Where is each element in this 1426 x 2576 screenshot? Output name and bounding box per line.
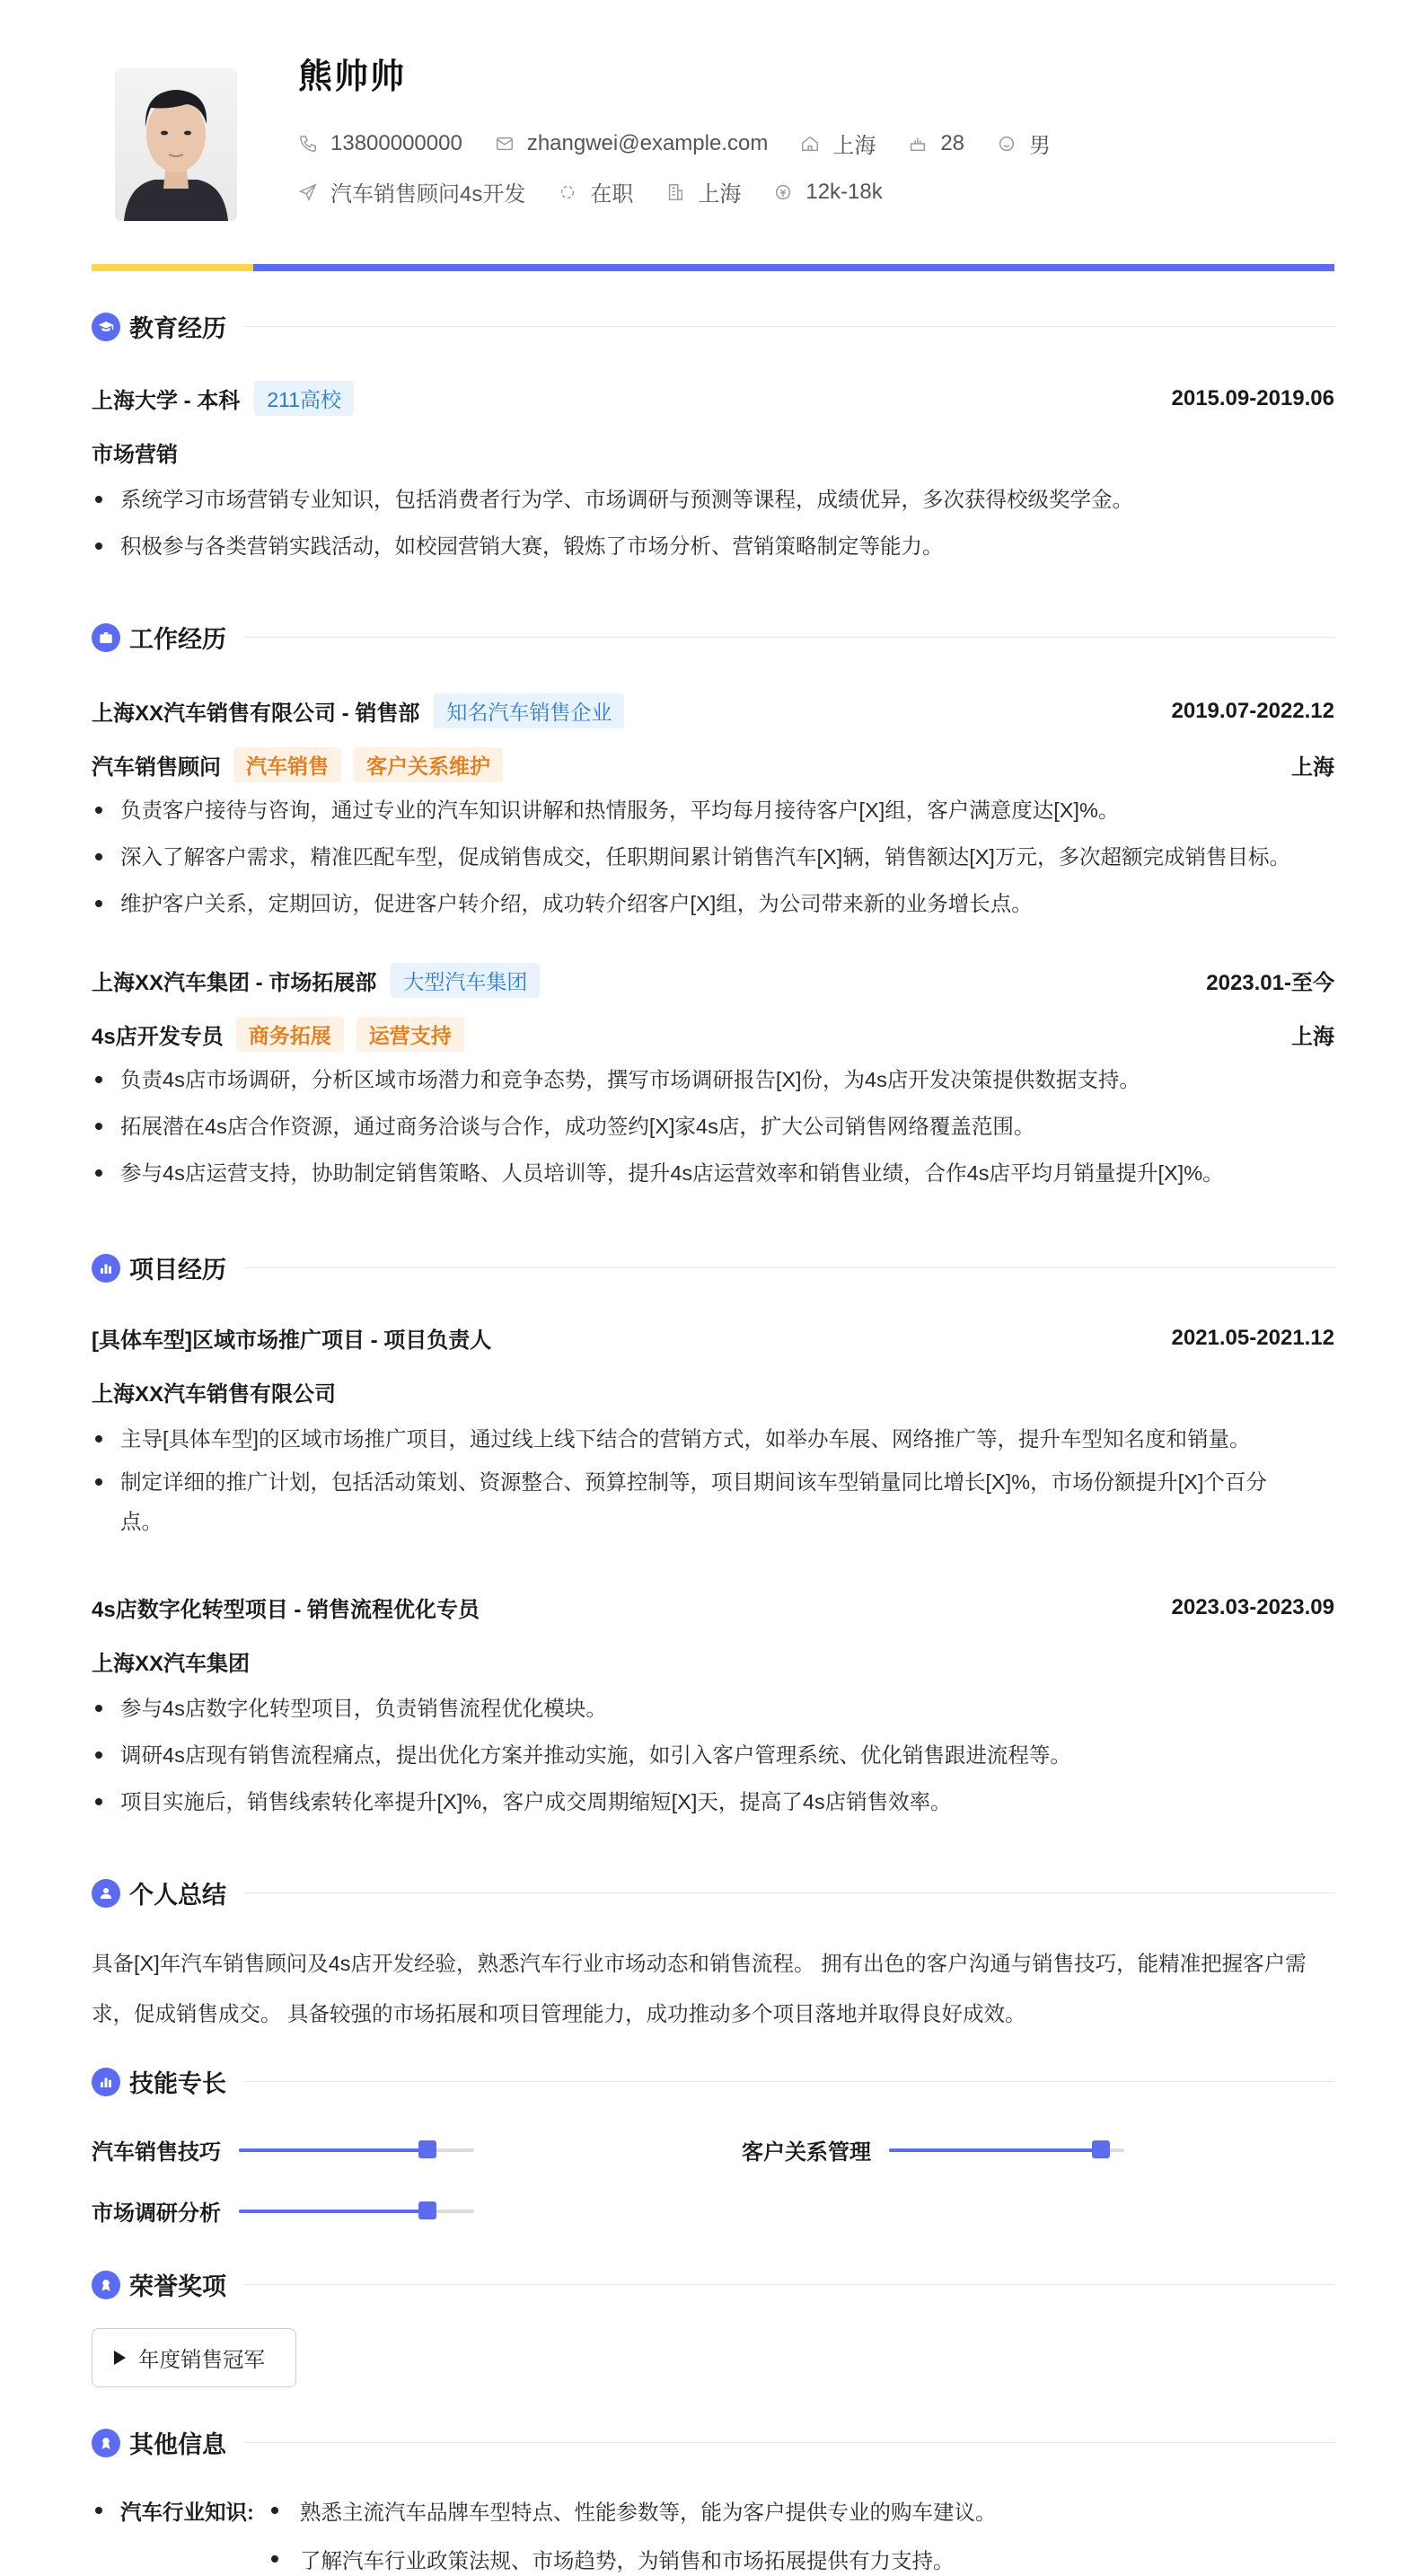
skill-knob <box>1092 2140 1110 2158</box>
candidate-name: 熊帅帅 <box>298 58 407 96</box>
skills-section-title <box>92 2064 1334 2099</box>
list-item: 项目实施后，销售线索转化率提升[X]%，客户成交周期缩短[X]天，提高了4s店销售效率。 <box>92 1778 1334 1825</box>
salary-value: 12k-18k <box>805 179 883 204</box>
skill-tag: 客户关系维护 <box>354 747 503 782</box>
send-icon <box>298 182 318 202</box>
project-1-header <box>92 1322 1334 1354</box>
section-divider <box>244 2081 1334 2082</box>
education-date: 2015.09-2019.06 <box>1171 385 1334 410</box>
briefcase-icon <box>92 623 120 652</box>
section-divider <box>244 1267 1334 1268</box>
city-value: 上海 <box>698 182 742 207</box>
project-title: [具体车型]区域市场推广项目 - 项目负责人 <box>92 1328 492 1353</box>
skill-tag: 商务拓展 <box>236 1017 344 1052</box>
age-item <box>908 131 964 156</box>
section-heading: 教育经历 <box>129 315 226 342</box>
section-divider <box>244 2284 1334 2285</box>
project-1-org-row <box>92 1376 1334 1407</box>
bullet-dot <box>271 2555 278 2563</box>
phone-icon <box>298 134 318 154</box>
list-item: 调研4s店现有销售流程痛点，提出优化方案并推动实施，如引入客户管理系统、优化销售跟进流程等。 <box>92 1732 1334 1778</box>
summary-text: 具备[X]年汽车销售顾问及4s店开发经验，熟悉汽车行业市场动态和销售流程。 拥有出色的客户沟通与销售技巧，能精准把握客户需求，促成销售成交。 具备较强的市场拓展和项目管理能力，成功推动多个项目落地并取得良好成效。 <box>92 1952 1307 2025</box>
section-heading: 荣誉奖项 <box>129 2273 226 2300</box>
work-date: 2023.01-至今 <box>1206 971 1334 995</box>
project-date: 2021.05-2021.12 <box>1171 1325 1334 1350</box>
list-item <box>92 2486 1334 2535</box>
section-heading: 工作经历 <box>129 626 226 653</box>
section-divider <box>244 637 1334 638</box>
company-name: 上海XX汽车销售有限公司 - 销售部 <box>92 701 420 726</box>
job-intent-row <box>298 176 915 207</box>
list-item: 负责客户接待与咨询，通过专业的汽车知识讲解和热情服务，平均每月接待客户[X]组，客户满意度达[X]%。 <box>92 787 1334 834</box>
project-1-bullets <box>92 1416 1334 1541</box>
section-heading: 个人总结 <box>129 1882 226 1909</box>
award-label: 年度销售冠军 <box>138 2348 265 2371</box>
user-icon <box>92 1879 120 1908</box>
contact-row <box>298 128 1083 159</box>
bar-chart-icon <box>92 2068 120 2096</box>
email-item <box>495 131 769 156</box>
status-item <box>558 176 633 207</box>
skill-name: 市场调研分析 <box>92 2201 221 2226</box>
other-value: 熟悉主流汽车品牌车型特点、性能参数等，能为客户提供专业的购车建议。 <box>300 2501 997 2524</box>
gender-value: 男 <box>1029 134 1052 158</box>
company-tag: 知名汽车销售企业 <box>434 693 624 728</box>
salary-item <box>773 180 882 205</box>
project-org: 上海XX汽车销售有限公司 <box>92 1382 337 1407</box>
list-item: 维护客户关系，定期回访，促进客户转介绍，成功转介绍客户[X]组，为公司带来新的业务增长点。 <box>92 880 1334 927</box>
coin-icon <box>773 182 793 202</box>
project-org: 上海XX汽车集团 <box>92 1652 251 1676</box>
skill-item <box>92 2134 474 2166</box>
company-name: 上海XX汽车集团 - 市场拓展部 <box>92 971 377 995</box>
project-title: 4s店数字化转型项目 - 销售流程优化专员 <box>92 1598 480 1622</box>
work-1-bullets <box>92 787 1334 927</box>
work-2-role-row <box>92 1017 1334 1052</box>
list-item: 主导[具体车型]的区域市场推广项目，通过线上线下结合的营销方式，如举办车展、网络推广等，提升车型知名度和销量。 <box>92 1416 1334 1462</box>
work-1-header <box>92 693 1334 728</box>
cake-icon <box>908 134 928 154</box>
skill-name: 汽车销售技巧 <box>92 2140 221 2165</box>
face-icon <box>997 134 1017 154</box>
skill-fill <box>889 2148 1101 2152</box>
education-bullets <box>92 476 1334 569</box>
company-tag: 大型汽车集团 <box>391 963 540 998</box>
skill-fill <box>239 2210 427 2213</box>
project-date: 2023.03-2023.09 <box>1171 1594 1334 1619</box>
skill-bar <box>239 2210 474 2213</box>
list-item: 拓展潜在4s店合作资源，通过商务洽谈与合作，成功签约[X]家4s店，扩大公司销售网络覆盖范围。 <box>92 1103 1334 1150</box>
work-location: 上海 <box>1291 755 1334 780</box>
list-item <box>92 2535 1334 2576</box>
section-heading: 技能专长 <box>129 2070 226 2097</box>
city-item <box>665 176 741 207</box>
location-item <box>800 128 876 159</box>
job-role: 汽车销售顾问 <box>92 755 221 780</box>
award-icon <box>92 2271 120 2299</box>
other-info-list <box>92 2486 1334 2576</box>
header-divider-bar <box>92 264 1334 271</box>
list-item: 参与4s店运营支持，协助制定销售策略、人员培训等，提升4s店运营效率和销售业绩，合作4s店平均月销量提升[X]%。 <box>92 1150 1334 1196</box>
school-tag: 211高校 <box>254 381 354 416</box>
position-item <box>298 176 525 207</box>
list-item: 负责4s店市场调研，分析区域市场潜力和竞争态势，撰写市场调研报告[X]份，为4s店开发决策提供数据支持。 <box>92 1056 1334 1103</box>
skill-bar <box>239 2148 474 2152</box>
play-icon <box>114 2351 126 2365</box>
skill-knob <box>418 2140 436 2158</box>
avatar <box>115 68 237 221</box>
list-item: 深入了解客户需求，精准匹配车型，促成销售成交，任职期间累计销售汽车[X]辆，销售额达[X]万元，多次超额完成销售目标。 <box>92 834 1334 880</box>
email-value: zhangwei@example.com <box>526 130 769 155</box>
school-name: 上海大学 - 本科 <box>92 389 241 413</box>
work-date: 2019.07-2022.12 <box>1171 698 1334 723</box>
skill-tag: 汽车销售 <box>233 747 341 782</box>
project-2-header <box>92 1592 1334 1623</box>
list-item: 制定详细的推广计划，包括活动策划、资源整合、预算控制等，项目期间该车型销量同比增长[X]%，市场份额提升[X]个百分点。 <box>92 1462 1334 1541</box>
graduation-cap-icon <box>92 313 120 341</box>
education-section-title <box>92 309 1334 344</box>
award-item[interactable] <box>92 2328 296 2387</box>
status-value: 在职 <box>590 182 634 207</box>
list-item: 积极参与各类营销实践活动，如校园营销大赛，锻炼了市场分析、营销策略制定等能力。 <box>92 523 1334 569</box>
skill-fill <box>239 2148 427 2152</box>
education-major-row <box>92 437 1334 468</box>
skill-item <box>742 2134 1124 2166</box>
other-section-title <box>92 2425 1334 2460</box>
other-label: 汽车行业知识: <box>120 2501 254 2524</box>
major: 市场营销 <box>92 443 178 467</box>
section-heading: 项目经历 <box>129 1257 226 1284</box>
section-heading: 其他信息 <box>129 2431 226 2458</box>
location-value: 上海 <box>832 134 876 158</box>
skill-tag: 运营支持 <box>356 1017 464 1052</box>
skill-knob <box>418 2201 436 2219</box>
section-divider <box>244 1892 1334 1893</box>
award-icon <box>92 2429 120 2457</box>
other-value: 了解汽车行业政策法规、市场趋势，为销售和市场拓展提供有力支持。 <box>300 2549 955 2572</box>
project-2-bullets <box>92 1685 1334 1825</box>
work-2-header <box>92 963 1334 998</box>
education-header <box>92 381 1334 416</box>
list-item: 系统学习市场营销专业知识，包括消费者行为学、市场调研与预测等课程，成绩优异，多次获得校级奖学金。 <box>92 476 1334 523</box>
projects-section-title <box>92 1250 1334 1285</box>
skill-item <box>92 2195 474 2227</box>
skill-bar <box>889 2148 1124 2152</box>
age-value: 28 <box>940 130 965 155</box>
gender-item <box>997 128 1051 159</box>
home-icon <box>800 134 820 154</box>
section-divider <box>244 2442 1334 2443</box>
summary-section-title <box>92 1875 1334 1910</box>
bullet-dot <box>95 2507 102 2514</box>
section-divider <box>244 326 1334 327</box>
bar-chart-icon <box>92 1254 120 1283</box>
work-section-title <box>92 620 1334 655</box>
mail-icon <box>495 134 515 154</box>
skill-name: 客户关系管理 <box>742 2140 871 2165</box>
work-location: 上海 <box>1291 1025 1334 1049</box>
building-icon <box>665 182 685 202</box>
position-value: 汽车销售顾问4s开发 <box>330 182 526 207</box>
honors-section-title <box>92 2267 1334 2302</box>
header-divider-accent <box>92 264 253 271</box>
phone-value: 13800000000 <box>330 130 462 155</box>
project-2-org-row <box>92 1645 1334 1677</box>
job-role: 4s店开发专员 <box>92 1025 224 1049</box>
resume-header <box>92 0 1334 266</box>
list-item: 参与4s店数字化转型项目，负责销售流程优化模块。 <box>92 1685 1334 1732</box>
loading-icon <box>558 182 577 202</box>
work-2-bullets <box>92 1056 1334 1196</box>
bullet-dot <box>271 2507 278 2514</box>
work-1-role-row <box>92 747 1334 782</box>
phone-item <box>298 131 462 156</box>
